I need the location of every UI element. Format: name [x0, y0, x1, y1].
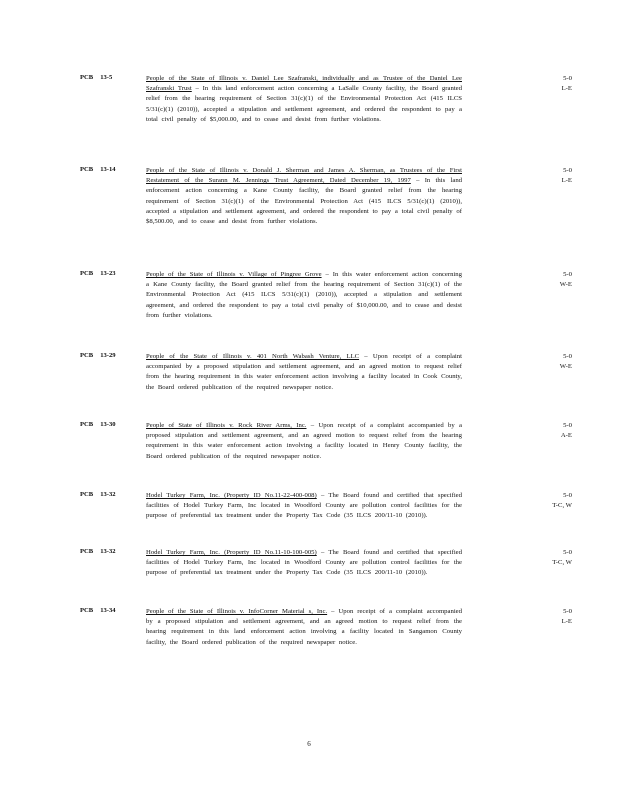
case-title: People of State of Illinois v. Rock River Arms, Inc. — [146, 422, 307, 429]
case-summary — [146, 270, 462, 321]
case-title: Hodel Turkey Farm, Inc. (Property ID No.11-10-100-005) — [146, 549, 317, 556]
case-summary — [146, 166, 462, 227]
case-title: People of the State of Illinois v. Village of Pingree Grove — [146, 271, 322, 278]
docket-prefix: PCB — [80, 421, 94, 428]
vote-count: 5-0 — [563, 422, 572, 429]
case-text: – Upon receipt of a complaint accompanied by a proposed stipulation and settlement agreement, and an agreed motion to request relief from the hearing requirement in this water enforcement action involving a facility located in Henry County facility, the Board ordered publication of the required newspaper notice. — [146, 422, 462, 460]
case-vote — [520, 352, 572, 372]
case-vote — [520, 270, 572, 290]
case-vote — [520, 548, 572, 568]
vote-count: 5-0 — [563, 167, 572, 174]
docket-prefix: PCB — [80, 166, 94, 173]
docket-number: 13-30 — [100, 421, 116, 428]
docket-prefix: PCB — [80, 607, 94, 614]
case-text: – Upon receipt of a complaint accompanied by a proposed stipulation and settlement agreement, and an agreed motion to request relief from the hearing requirement in this water enforcement action involving a facility located in Cook County, the Board ordered publication of the required newspaper notice. — [146, 353, 462, 391]
case-summary — [146, 607, 462, 648]
case-text: – In this water enforcement action concerning a Kane County facility, the Board granted relief from the hearing requirement of Section 31(c)(1) of the Environmental Protection Act (415 ILCS 5/31(c)(1) (2010)), accepted a stipulation and settlement agreement, and ordered the respondent to pay a total civil penalty of $10,000.00, and to cease and desist from further violations. — [146, 271, 462, 319]
case-summary — [146, 74, 462, 125]
vote-count: 5-0 — [563, 549, 572, 556]
case-type: W-E — [559, 363, 572, 371]
case-title: People of the State of Illinois v. InfoCorner Material s, Inc. — [146, 608, 328, 615]
case-summary — [146, 548, 462, 579]
docket-number: 13-34 — [100, 607, 116, 614]
case-summary — [146, 421, 462, 462]
docket-number: 13-14 — [100, 166, 116, 173]
case-docket — [80, 607, 116, 614]
case-docket — [80, 548, 116, 555]
page-number: 6 — [307, 740, 311, 748]
case-docket — [80, 166, 116, 173]
case-summary — [146, 491, 462, 522]
case-title: People of the State of Illinois v. 401 North Wabash Venture, LLC — [146, 353, 360, 360]
docket-prefix: PCB — [80, 270, 94, 277]
case-vote — [520, 166, 572, 186]
case-vote — [520, 74, 572, 94]
docket-prefix: PCB — [80, 491, 94, 498]
docket-number: 13-32 — [100, 491, 116, 498]
vote-count: 5-0 — [563, 353, 572, 360]
case-type: A-E — [560, 432, 572, 440]
case-type: L-E — [561, 85, 572, 93]
vote-count: 5-0 — [563, 608, 572, 615]
case-title: People of the State of Illinois v. Donald J. Sherman and James A. Sherman, as Trustees of the First Restatement of the Surann M. Jennings Trust Agreement, Dated December 19, 1997 — [146, 167, 462, 185]
case-summary — [146, 352, 462, 393]
case-text: – In this land enforcement action concerning a Kane County facility, the Board granted relief from the hearing requirement of Section 31(c)(1) of the Environmental Protection Act (415 ILCS 5/31(c)(1) (2010)), accepted a stipulation and settlement agreement, and ordered the respondent to pay a total civil penalty of $8,500.00, and to cease and desist from further violations. — [146, 177, 463, 226]
case-vote — [520, 491, 572, 511]
case-text: – Upon receipt of a complaint accompanied by a proposed stipulation and settlement agreement, and an agreed motion to request relief from the hearing requirement in this land enforcement action involving a facility located in Sangamon County facility, the Board ordered publication of the required newspaper notice. — [146, 608, 462, 646]
docket-number: 13-32 — [100, 548, 116, 555]
docket-prefix: PCB — [80, 74, 94, 81]
docket-number: 13-29 — [100, 352, 116, 359]
case-text: – The Board found and certified that specified facilities of Hodel Turkey Farm, Inc located in Woodford County are pollution control facilities for the purpose of preferential tax treatment under the Property Tax Code (35 ILCS 200/11-10 (2010)). — [146, 549, 462, 577]
case-text: – The Board found and certified that specified facilities of Hodel Turkey Farm, Inc located in Woodford County are pollution control facilities for the purpose of preferential tax treatment under the Property Tax Code (35 ILCS 200/11-10 (2010)). — [146, 492, 462, 520]
case-vote — [520, 607, 572, 627]
case-type: T-C, W — [552, 502, 572, 510]
docket-number: 13-23 — [100, 270, 116, 277]
vote-count: 5-0 — [563, 492, 572, 499]
case-docket — [80, 421, 116, 428]
case-vote — [520, 421, 572, 441]
case-docket — [80, 352, 116, 359]
case-type: L-E — [561, 618, 572, 626]
case-docket — [80, 491, 116, 498]
docket-prefix: PCB — [80, 352, 94, 359]
case-text: – In this land enforcement action concerning a LaSalle County facility, the Board granted relief from the hearing requirement of Section 31(c)(1) of the Environmental Protection Act (415 ILCS 5/31(c)(1) (2010)), accepted a stipulation and settlement agreement, and ordered the respondent to pay a total civil penalty of $5,000.00, and to cease and desist from further violations. — [146, 85, 462, 123]
docket-prefix: PCB — [80, 548, 94, 555]
case-type: T-C, W — [552, 559, 572, 567]
docket-number: 13-5 — [100, 74, 113, 81]
case-title: Hodel Turkey Farm, Inc. (Property ID No.11-22-400-008) — [146, 492, 317, 499]
case-title: People of the State of Illinois v. Daniel Lee Szafranski, individually and as Trustee of the Daniel Lee Szafranski Trust — [146, 75, 462, 93]
case-type: W-E — [559, 281, 572, 289]
vote-count: 5-0 — [563, 271, 572, 278]
case-docket — [80, 270, 116, 277]
case-type: L-E — [561, 177, 572, 185]
case-docket — [80, 74, 112, 81]
vote-count: 5-0 — [563, 75, 572, 82]
